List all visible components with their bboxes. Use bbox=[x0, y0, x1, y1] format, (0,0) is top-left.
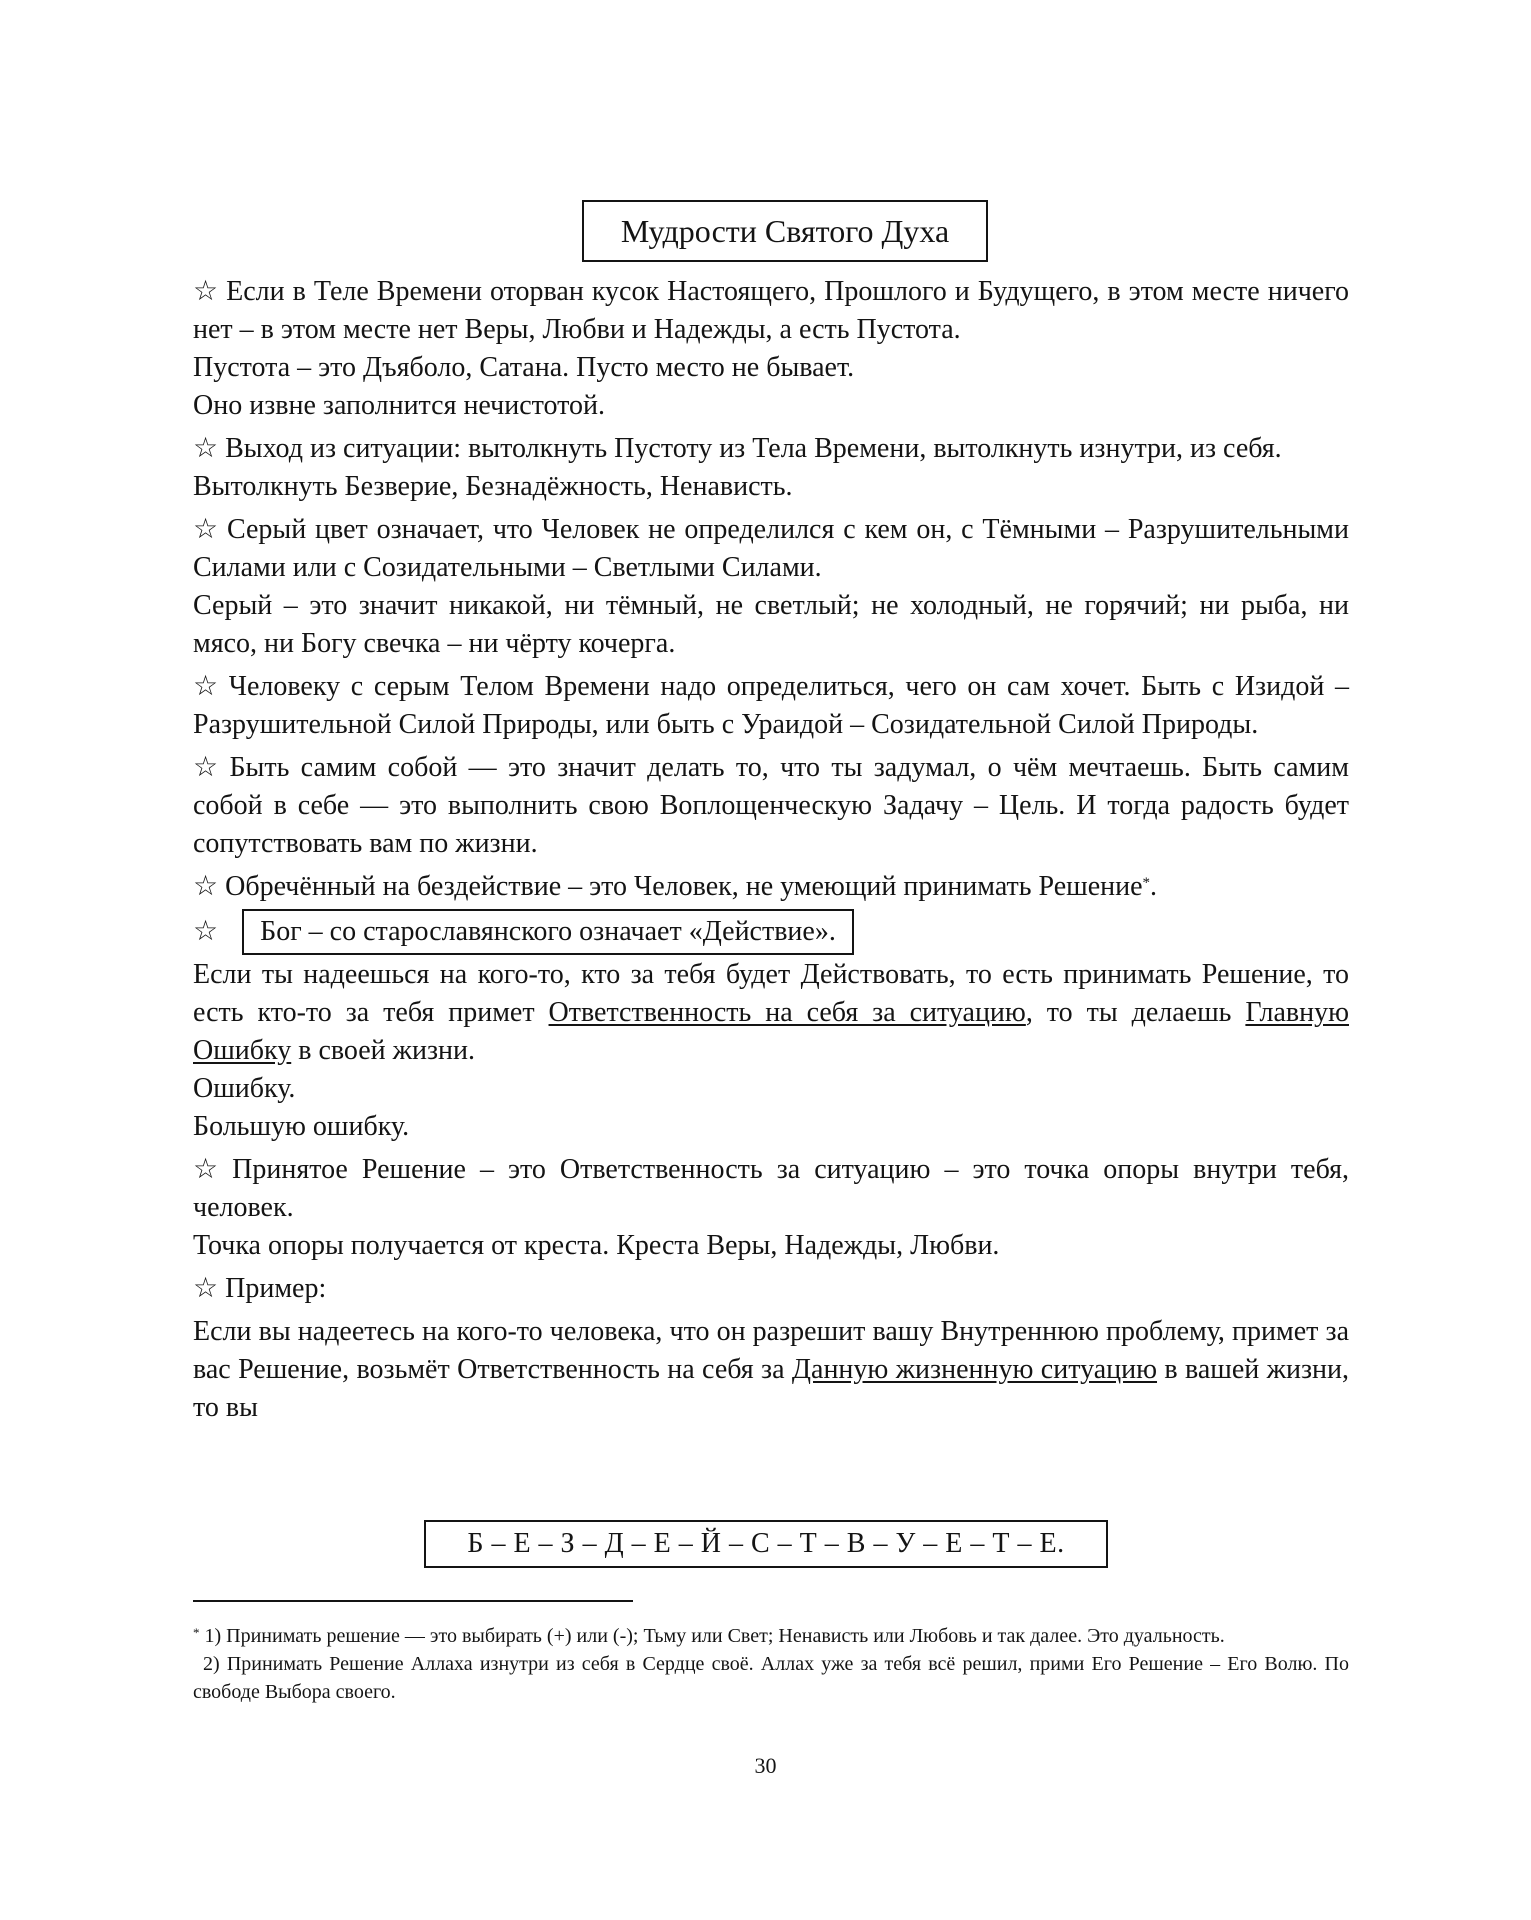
paragraph-1-text: Если в Теле Времени оторван кусок Настоящего, Прошлого и Будущего, в этом месте ничего нет – в этом месте нет Веры, Любви и Надежды, а есть Пустота. bbox=[193, 276, 1350, 345]
paragraph-7-text-c: в своей жизни. bbox=[291, 1035, 476, 1066]
paragraph-9-text-b: в вашей жизни, то вы bbox=[193, 1354, 1349, 1423]
footnote-2: 2) Принимать Решение Аллаха изнутри из себя в Сердце своё. Аллах уже за тебя всё решил, прими Его Решение – Его Волю. По свободе Выбора своего. bbox=[193, 1653, 1349, 1703]
star-bullet-icon: ☆ bbox=[193, 752, 219, 783]
star-bullet-icon: ☆ bbox=[193, 871, 219, 902]
main-text bbox=[193, 273, 1349, 1427]
footnote-1-text: 1) Принимать решение — это выбирать (+) или (-); Тьму или Свет; Ненависть или Любовь и так далее. Это дуальность. bbox=[199, 1625, 1225, 1647]
paragraph-7-text-b: , то ты делаешь bbox=[1025, 997, 1246, 1028]
footnote-1 bbox=[193, 1622, 1349, 1650]
paragraph-8-text: Принятое Решение – это Ответственность за ситуацию – это точка опоры внутри тебя, человек. bbox=[193, 1154, 1350, 1223]
footnote-divider bbox=[193, 1600, 633, 1602]
star-bullet-icon: ☆ bbox=[193, 514, 219, 545]
paragraph-8-line-2: Точка опоры получается от креста. Креста Веры, Надежды, Любви. bbox=[193, 1230, 1000, 1261]
star-bullet-icon: ☆ bbox=[193, 276, 219, 307]
inaction-letters: Б – Е – З – Д – Е – Й – С – Т – В – У – Е – Т – Е. bbox=[467, 1528, 1065, 1559]
paragraph-1-line-2: Пустота – это Дъяболо, Сатана. Пусто место не бывает. bbox=[193, 352, 855, 383]
paragraph-4-text: Человеку с серым Телом Времени надо определиться, чего он сам хочет. Быть с Изидой – Разрушительной Силой Природы, или быть с Ураидой – Созидательной Силой Природы. bbox=[193, 671, 1349, 740]
paragraph-2 bbox=[193, 430, 1349, 468]
paragraph-6-end: . bbox=[1150, 871, 1158, 902]
star-bullet-icon: ☆ bbox=[193, 671, 219, 702]
underlined-responsibility: Ответственность на себя за ситуацию bbox=[548, 997, 1026, 1028]
underlined-situation: Данную жизненную ситуацию bbox=[791, 1354, 1158, 1385]
star-bullet-icon: ☆ bbox=[193, 1273, 219, 1304]
paragraph-1-line-3: Оно извне заполнится нечистотой. bbox=[193, 390, 606, 421]
paragraph-1 bbox=[193, 273, 1349, 349]
page-number: 30 bbox=[754, 1753, 777, 1778]
paragraph-3 bbox=[193, 511, 1349, 587]
star-bullet-icon: ☆ bbox=[193, 1154, 219, 1185]
footnote-reference[interactable]: * bbox=[1142, 875, 1151, 891]
inaction-letters-box bbox=[424, 1520, 1108, 1568]
star-bullet-icon: ☆ bbox=[193, 916, 219, 947]
star-bullet-icon: ☆ bbox=[193, 433, 219, 464]
footnote-mark: * bbox=[193, 1625, 200, 1640]
section-title-box bbox=[582, 200, 988, 262]
section-title: Мудрости Святого Духа bbox=[620, 212, 950, 249]
paragraph-7-header bbox=[193, 908, 1349, 956]
paragraph-2-line-2: Вытолкнуть Безверие, Безнадёжность, Ненависть. bbox=[193, 471, 793, 502]
paragraph-6-text: Обречённый на бездействие – это Человек, не умеющий принимать Решение bbox=[225, 871, 1143, 902]
paragraph-7-text-a: Если ты надеешься на кого-то, кто за тебя будет Действовать, то есть принимать Решение, то есть кто-то за тебя примет bbox=[193, 959, 1349, 1028]
paragraph-9-label: Пример: bbox=[225, 1273, 327, 1304]
underlined-main-mistake: Главную Ошибку bbox=[193, 997, 1349, 1066]
paragraph-7-line-3: Большую ошибку. bbox=[193, 1111, 410, 1142]
paragraph-5-text: Быть самим собой — это значит делать то, что ты задумал, о чём мечтаешь. Быть самим собой в себе — это выполнить свою Воплощенческую Задачу – Цель. И тогда радость будет сопутствовать вам по жизни. bbox=[193, 752, 1350, 859]
paragraph-7-line-2: Ошибку. bbox=[193, 1073, 296, 1104]
paragraph-4 bbox=[193, 668, 1349, 744]
paragraph-7 bbox=[193, 956, 1349, 1070]
footnotes bbox=[193, 1622, 1349, 1706]
paragraph-8 bbox=[193, 1151, 1349, 1227]
paragraph-2-text: Выход из ситуации: вытолкнуть Пустоту из Тела Времени, вытолкнуть изнутри, из себя. bbox=[225, 433, 1282, 464]
paragraph-3-line-2: Серый – это значит никакой, ни тёмный, не светлый; не холодный, не горячий; ни рыба, ни мясо, ни Богу свечка – ни чёрту кочерга. bbox=[193, 590, 1349, 659]
god-definition-box: Бог – со старославянского означает «Действие». bbox=[242, 909, 854, 955]
paragraph-6 bbox=[193, 868, 1349, 906]
paragraph-9 bbox=[193, 1270, 1349, 1308]
paragraph-9-text bbox=[193, 1313, 1349, 1427]
paragraph-3-text: Серый цвет означает, что Человек не определился с кем он, с Тёмными – Разрушительными Силами или с Созидательными – Светлыми Силами. bbox=[193, 514, 1350, 583]
paragraph-9-text-a: Если вы надеетесь на кого-то человека, что он разрешит вашу Внутреннюю проблему, примет за вас Решение, возьмёт Ответственность на себя за bbox=[193, 1316, 1349, 1385]
paragraph-5 bbox=[193, 749, 1349, 863]
